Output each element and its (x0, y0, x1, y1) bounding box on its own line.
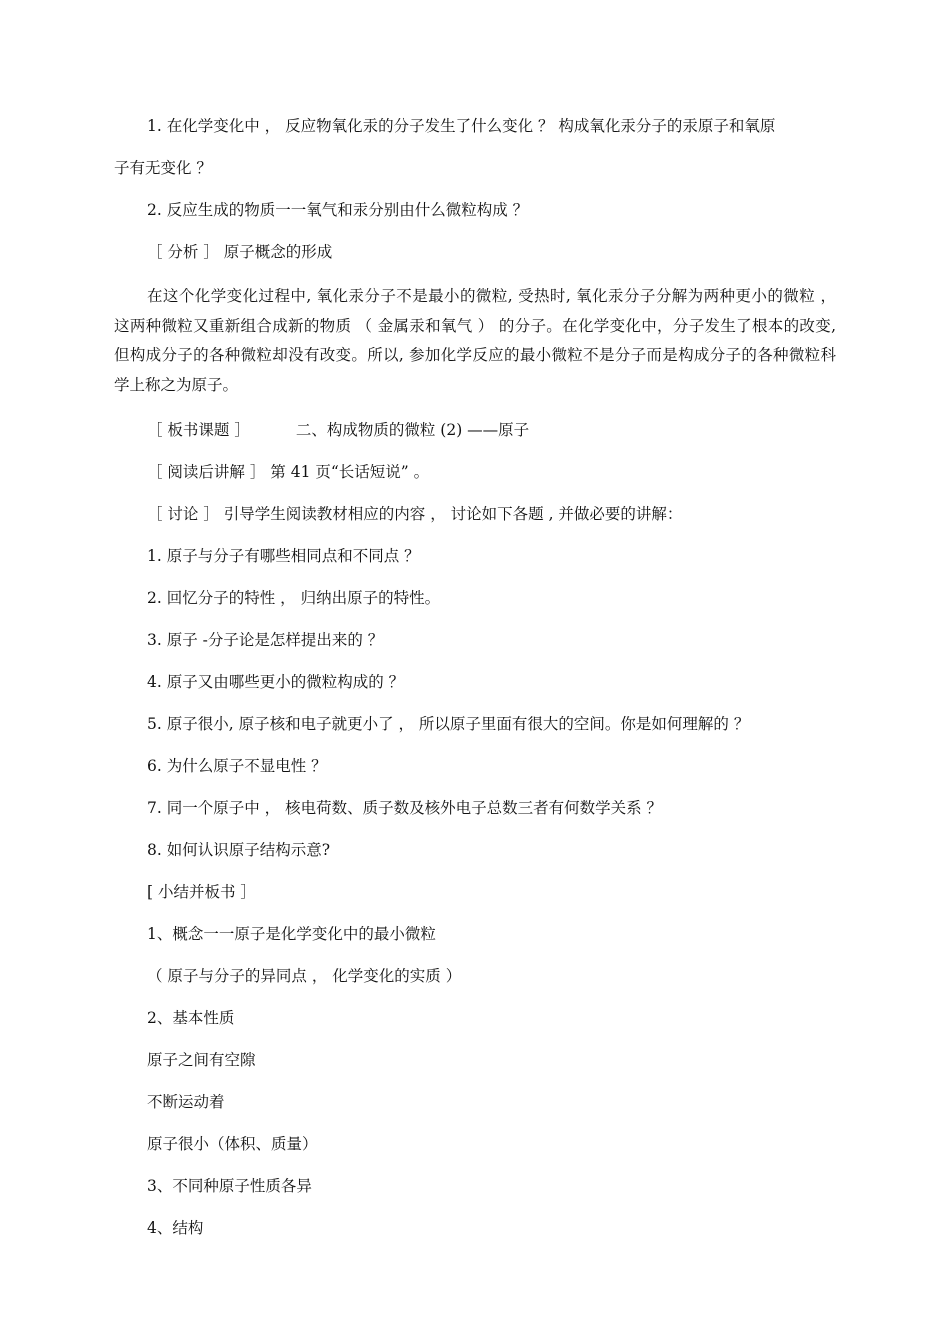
question-2: 2. 反应生成的物质一一氧气和汞分别由什么微粒构成 ？ (147, 201, 529, 219)
discussion-item-5: 5. 原子很小, 原子核和电子就更小了 ， 所以原子里面有很大的空间。你是如何理解的 ？ (147, 715, 750, 733)
board-title-line (114, 418, 836, 442)
discussion-item-1: 1. 原子与分子有哪些相同点和不同点 ？ (147, 547, 420, 565)
summary-property-3: 原子很小（体积、质量） (147, 1135, 318, 1153)
discussion-item-4: 4. 原子又由哪些更小的微粒构成的 ？ (147, 673, 405, 691)
summary-item-4: 4、结构 (147, 1219, 204, 1237)
board-title-label: ［ 板书课题 ］ (147, 421, 250, 439)
summary-item-2: 2、基本性质 (147, 1009, 235, 1027)
summary-property-1: 原子之间有空隙 (147, 1051, 256, 1069)
reading-explanation: ［ 阅读后讲解 ］ 第 41 页“长话短说” 。 (147, 463, 430, 481)
question-1-line-2: 子有无变化 ？ (114, 159, 212, 177)
summary-item-1: 1、概念一一原子是化学变化中的最小微粒 (147, 925, 436, 943)
discussion-item-6: 6. 为什么原子不显电性 ？ (147, 757, 327, 775)
discussion-item-3: 3. 原子 -分子论是怎样提出来的 ？ (147, 631, 384, 649)
question-1-line-1: 1. 在化学变化中 ， 反应物氧化汞的分子发生了什么变化 ？ 构成氧化汞分子的汞原子和氧原 (147, 117, 776, 135)
board-title-text: 二、构成物质的微粒 (2) ——原子 (295, 421, 530, 439)
summary-item-3: 3、不同种原子性质各异 (147, 1177, 312, 1195)
discussion-item-7: 7. 同一个原子中 ， 核电荷数、质子数及核外电子总数三者有何数学关系 ？ (147, 799, 662, 817)
summary-heading: [ 小结并板书 ］ (147, 883, 256, 901)
analysis-heading: ［ 分析 ］ 原子概念的形成 (147, 243, 333, 261)
discussion-intro: ［ 讨论 ］ 引导学生阅读教材相应的内容 ， 讨论如下各题 , 并做必要的讲解： (147, 505, 683, 523)
summary-property-2: 不断运动着 (147, 1093, 225, 1111)
analysis-paragraph: 在这个化学变化过程中, 氧化汞分子不是最小的微粒, 受热时, 氧化汞分子分解为两种更小的微粒 ， 这两种微粒又重新组合成新的物质 （ 金属汞和氧气 ） 的分子。在化学变化中，分子发生了根本的改变, 但构成分子的各种微粒却没有改变。所以, 参加化学反应的最小微粒不是分子而是构成分子的各种微粒科学上称之为原子。 (114, 287, 836, 394)
summary-item-1-note: （ 原子与分子的异同点 ， 化学变化的实质 ） (147, 967, 462, 985)
discussion-item-2: 2. 回忆分子的特性 ， 归纳出原子的特性。 (147, 589, 441, 607)
discussion-item-8: 8. 如何认识原子结构示意? (147, 841, 331, 859)
